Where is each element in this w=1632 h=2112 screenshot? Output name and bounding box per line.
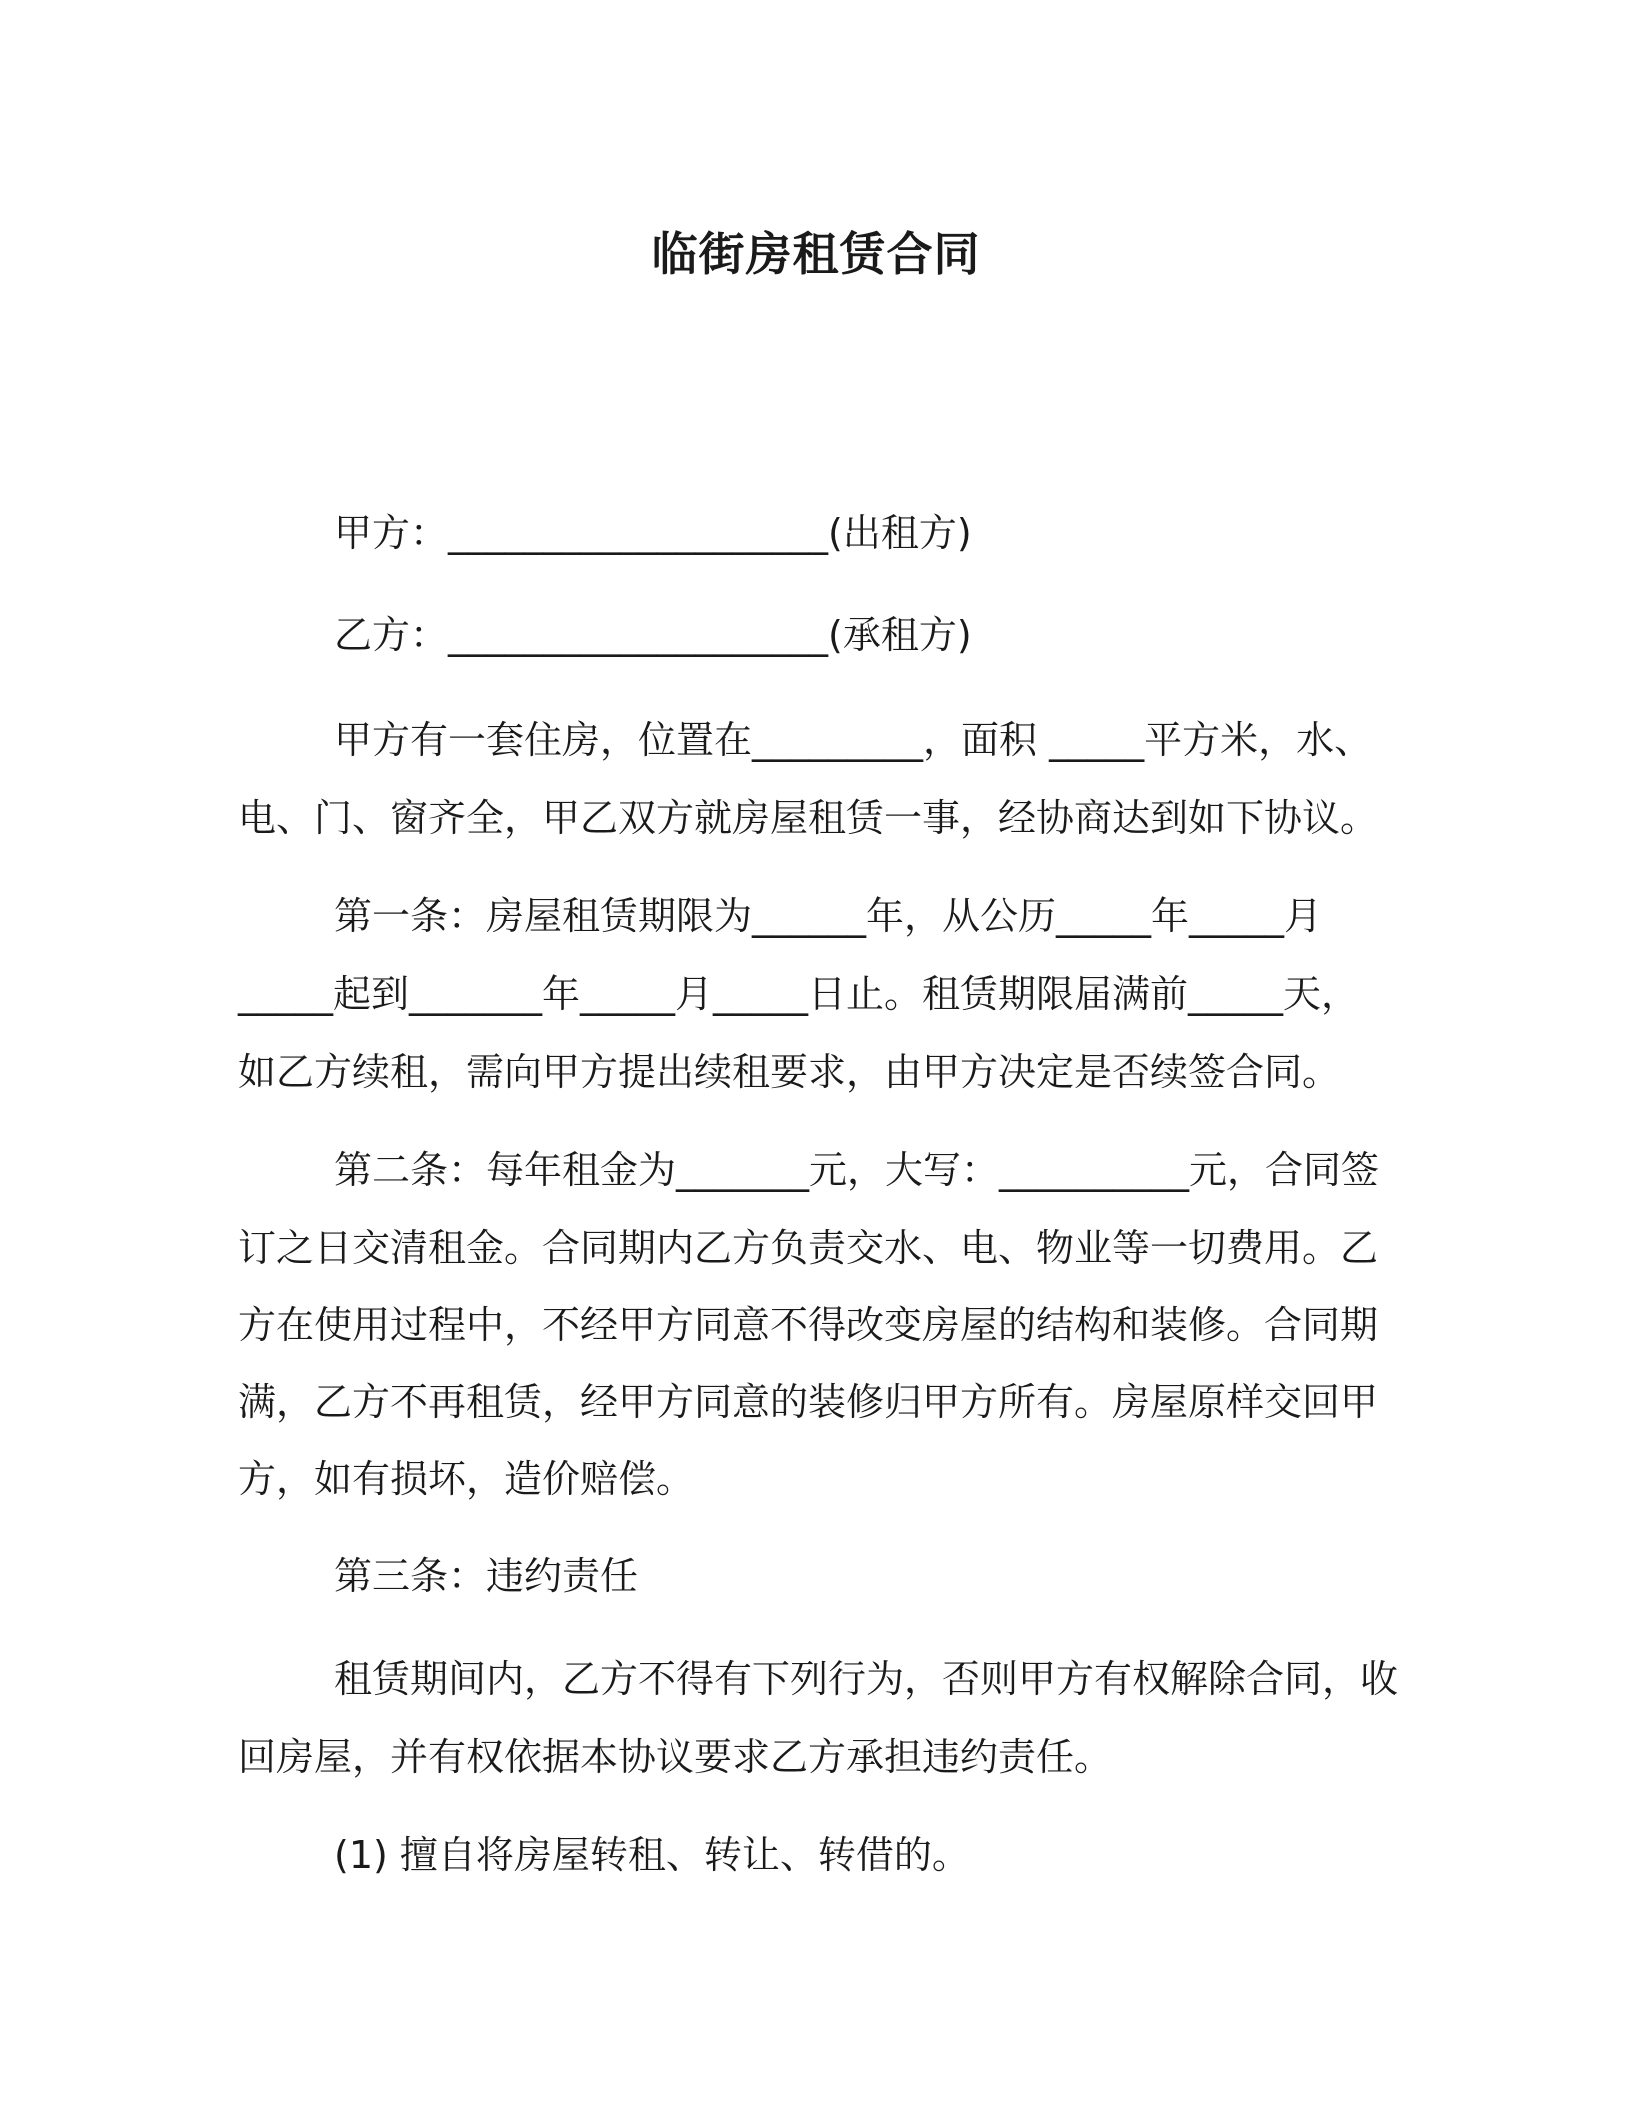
article1-line: 第一条：房屋租赁期限为______年，从公历_____年_____月 (334, 894, 1323, 938)
article2-line: 第二条：每年租金为_______元，大写：__________元，合同签 (334, 1148, 1380, 1192)
article3-line: 回房屋，并有权依据本协议要求乙方承担违约责任。 (238, 1735, 1113, 1779)
article1-line: _____起到_______年_____月_____日止。租赁期限届满前_____天， (238, 972, 1360, 1016)
party-b-line: 乙方：____________________(承租方) (334, 613, 972, 657)
party-a-line: 甲方：____________________(出租方) (334, 511, 972, 555)
clause-item: (1) 擅自将房屋转租、转让、转借的。 (334, 1833, 970, 1877)
intro-line: 甲方有一套住房，位置在_________，面积 _____平方米，水、 (334, 718, 1373, 762)
article2-line: 方在使用过程中，不经甲方同意不得改变房屋的结构和装修。合同期 (238, 1303, 1379, 1347)
article1-line: 如乙方续租，需向甲方提出续租要求，由甲方决定是否续签合同。 (238, 1050, 1341, 1094)
intro-line: 电、门、窗齐全，甲乙双方就房屋租赁一事，经协商达到如下协议。 (238, 796, 1379, 840)
article2-line: 方，如有损坏，造价赔偿。 (238, 1457, 695, 1501)
document-title: 临街房租赁合同 (651, 227, 981, 281)
article3-line: 租赁期间内，乙方不得有下列行为，否则甲方有权解除合同，收 (334, 1657, 1399, 1701)
article2-line: 订之日交清租金。合同期内乙方负责交水、电、物业等一切费用。乙 (238, 1226, 1379, 1270)
article2-line: 满，乙方不再租赁，经甲方同意的装修归甲方所有。房屋原样交回甲 (238, 1380, 1379, 1424)
article3-heading: 第三条：违约责任 (334, 1554, 639, 1598)
